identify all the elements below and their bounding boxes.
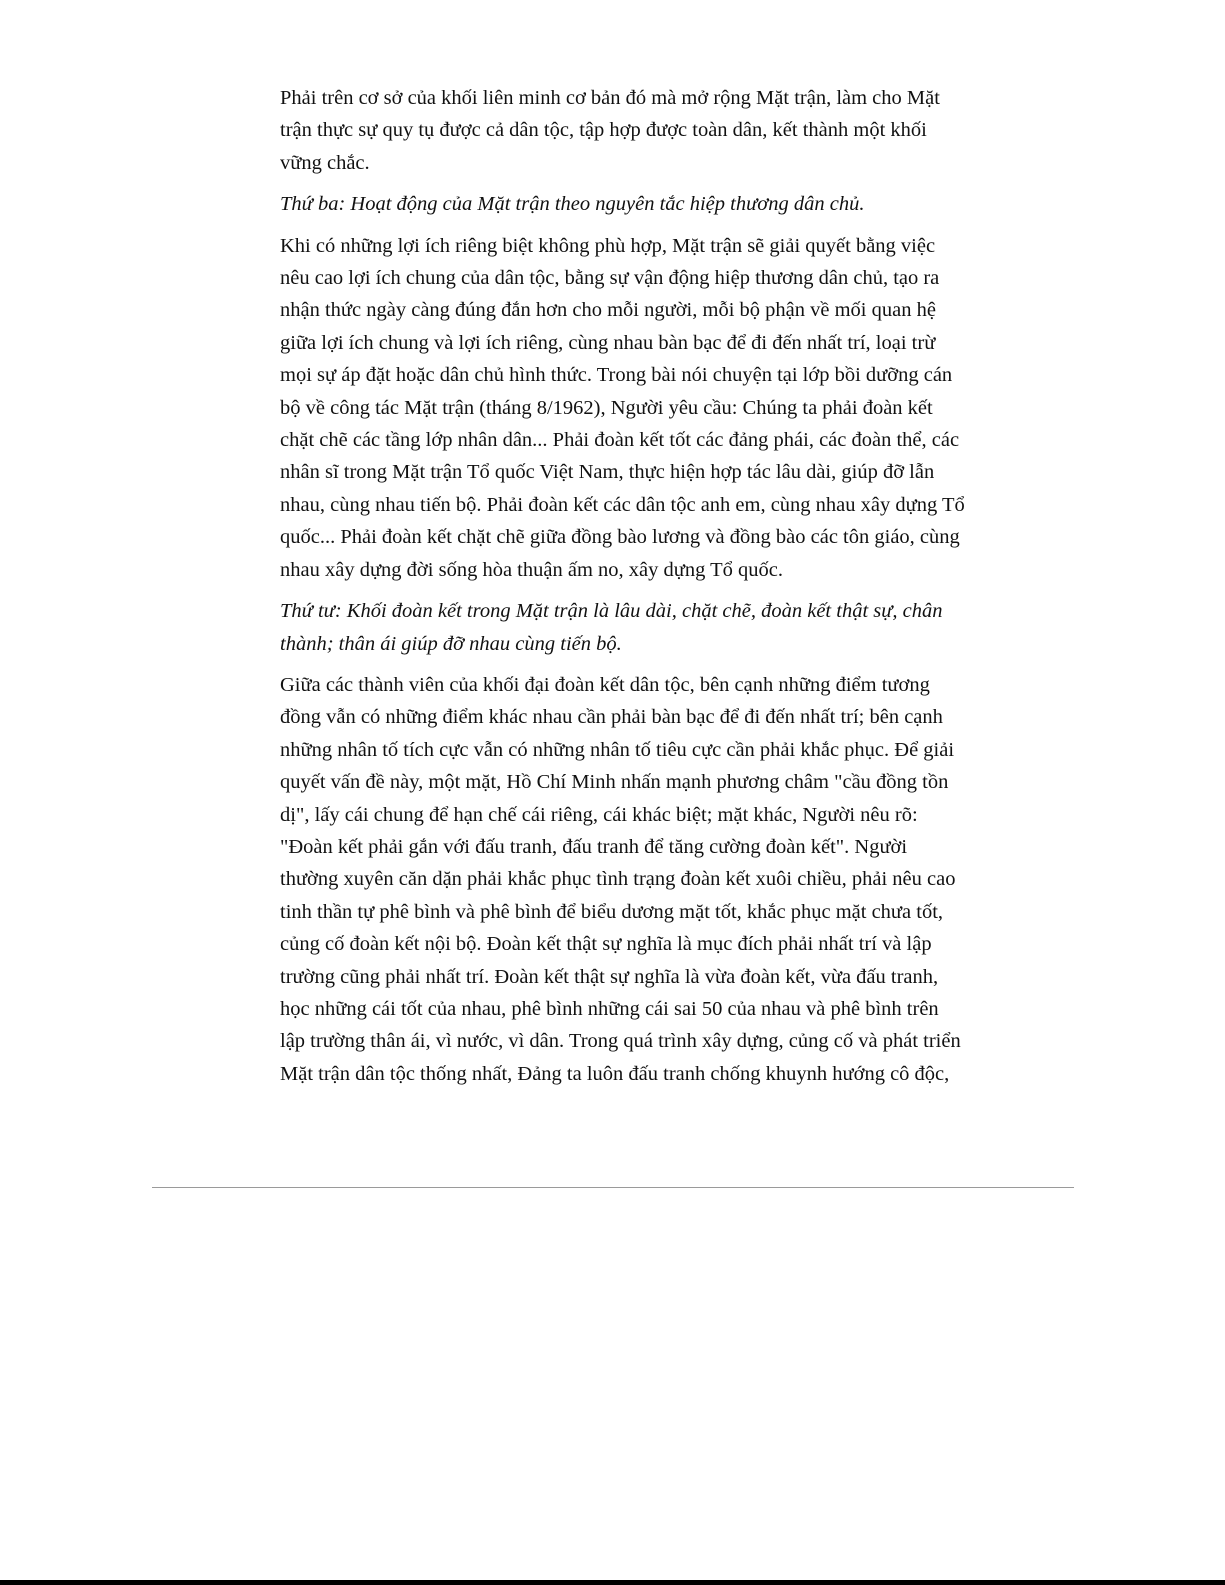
text-line: nhau, cùng nhau tiến bộ. Phải đoàn kết các dân tộc anh em, cùng nhau xây dựng Tổ [280, 493, 965, 516]
text-line: đồng vẫn có những điểm khác nhau cần phải bàn bạc để đi đến nhất trí; bên cạnh [280, 706, 943, 729]
body-paragraph [280, 82, 980, 179]
bottom-edge-bar [0, 1580, 1225, 1585]
text-line: Thứ tư: Khối đoàn kết trong Mặt trận là lâu dài, chặt chẽ, đoàn kết thật sự, chân [280, 600, 943, 623]
document-body [280, 82, 980, 1099]
text-line: vững chắc. [280, 151, 370, 174]
text-line: bộ về công tác Mặt trận (tháng 8/1962), Người yêu cầu: Chúng ta phải đoàn kết [280, 396, 933, 419]
text-line: học những cái tốt của nhau, phê bình những cái sai 50 của nhau và phê bình trên [280, 997, 939, 1020]
text-line: chặt chẽ các tầng lớp nhân dân... Phải đoàn kết tốt các đảng phái, các đoàn thể, các [280, 429, 960, 452]
text-line: "Đoàn kết phải gắn với đấu tranh, đấu tranh để tăng cường đoàn kết". Người [280, 835, 908, 858]
text-line: thường xuyên căn dặn phải khắc phục tình trạng đoàn kết xuôi chiều, phải nêu cao [280, 868, 956, 891]
section-heading [280, 595, 980, 660]
text-line: Giữa các thành viên của khối đại đoàn kết dân tộc, bên cạnh những điểm tương [280, 673, 930, 696]
text-line: trận thực sự quy tụ được cả dân tộc, tập hợp được toàn dân, kết thành một khối [280, 119, 927, 142]
text-line: mọi sự áp đặt hoặc dân chủ hình thức. Trong bài nói chuyện tại lớp bồi dưỡng cán [280, 364, 953, 387]
text-line: thành; thân ái giúp đỡ nhau cùng tiến bộ. [280, 632, 622, 655]
text-line: giữa lợi ích chung và lợi ích riêng, cùng nhau bàn bạc để đi đến nhất trí, loại trừ [280, 331, 936, 354]
text-line: nhau xây dựng đời sống hòa thuận ấm no, xây dựng Tổ quốc. [280, 558, 783, 581]
text-line: nêu cao lợi ích chung của dân tộc, bằng sự vận động hiệp thương dân chủ, tạo ra [280, 267, 940, 290]
text-line: Thứ ba: Hoạt động của Mặt trận theo nguyên tắc hiệp thương dân chủ. [280, 193, 865, 216]
text-line: củng cố đoàn kết nội bộ. Đoàn kết thật sự nghĩa là mục đích phải nhất trí và lập [280, 933, 932, 956]
text-line: quyết vấn đề này, một mặt, Hồ Chí Minh nhấn mạnh phương châm "cầu đồng tồn [280, 771, 949, 794]
body-paragraph [280, 230, 980, 586]
text-line: nhận thức ngày càng đúng đắn hơn cho mỗi người, mỗi bộ phận về mối quan hệ [280, 299, 936, 322]
text-line: những nhân tố tích cực vẫn có những nhân tố tiêu cực cần phải khắc phục. Để giải [280, 738, 955, 761]
text-line: Mặt trận dân tộc thống nhất, Đảng ta luôn đấu tranh chống khuynh hướng cô độc, [280, 1062, 950, 1085]
text-line: nhân sĩ trong Mặt trận Tổ quốc Việt Nam, thực hiện hợp tác lâu dài, giúp đỡ lẫn [280, 461, 935, 484]
body-paragraph [280, 669, 980, 1090]
text-line: dị", lấy cái chung để hạn chế cái riêng, cái khác biệt; mặt khác, Người nêu rõ: [280, 803, 918, 826]
text-line: Phải trên cơ sở của khối liên minh cơ bản đó mà mở rộng Mặt trận, làm cho Mặt [280, 87, 940, 109]
page-divider [152, 1187, 1074, 1188]
text-line: tinh thần tự phê bình và phê bình để biểu dương mặt tốt, khắc phục mặt chưa tốt, [280, 900, 944, 923]
text-line: trường cũng phải nhất trí. Đoàn kết thật sự nghĩa là vừa đoàn kết, vừa đấu tranh, [280, 965, 939, 988]
section-heading [280, 188, 980, 220]
text-line: lập trường thân ái, vì nước, vì dân. Trong quá trình xây dựng, củng cố và phát triển [280, 1030, 961, 1053]
text-line: quốc... Phải đoàn kết chặt chẽ giữa đồng bào lương và đồng bào các tôn giáo, cùng [280, 526, 960, 549]
text-line: Khi có những lợi ích riêng biệt không phù hợp, Mặt trận sẽ giải quyết bằng việc [280, 234, 936, 257]
